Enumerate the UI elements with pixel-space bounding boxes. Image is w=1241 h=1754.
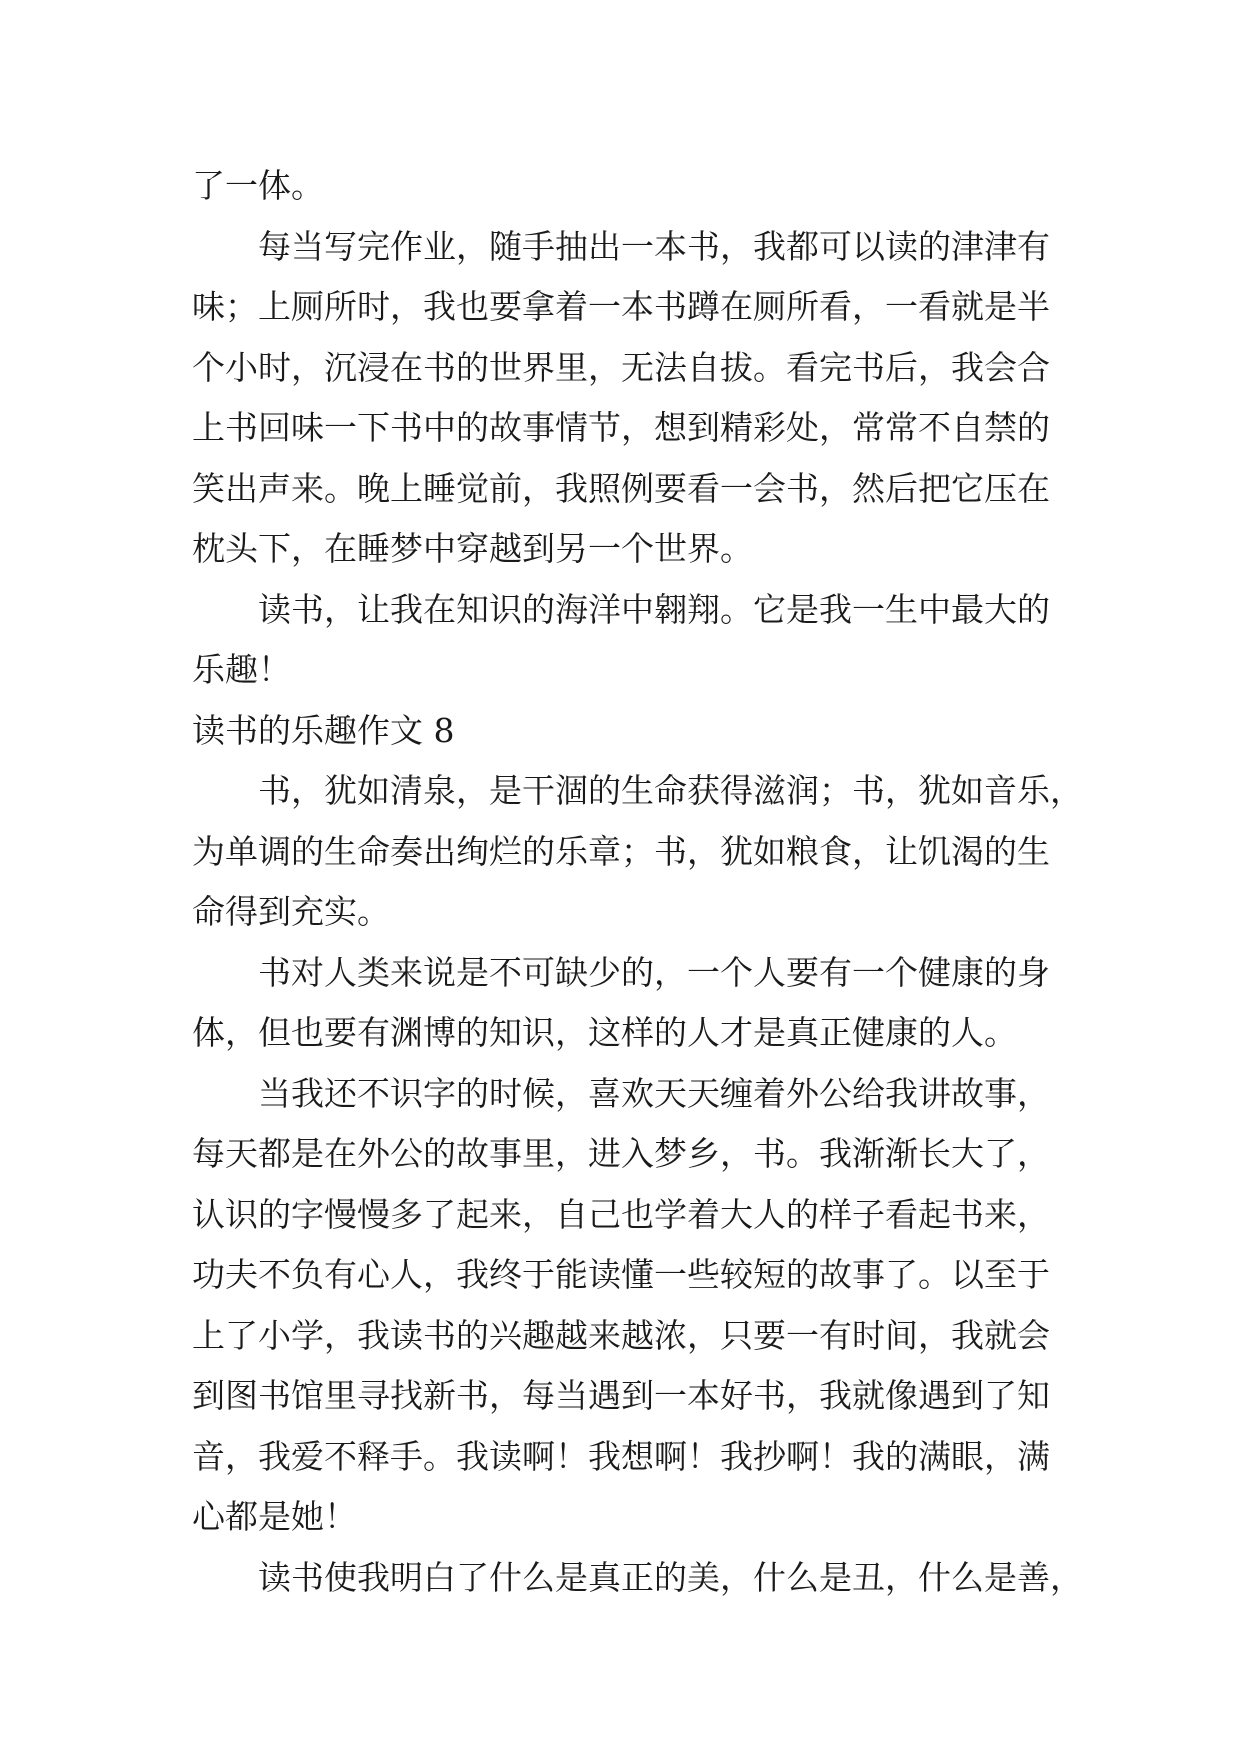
justified-line-text: 到 图 书 馆 里 寻 找 新 书 ， 每 当 遇 到 一 本 好 书 ， 我 就 像 遇 到 了 知 xyxy=(192,1376,1050,1415)
justified-line-text: 笑 出 声 来 。 晚 上 睡 觉 前 ， 我 照 例 要 看 一 会 书 ， 然 后 把 它 压 在 xyxy=(192,468,1050,508)
document-body xyxy=(192,156,1092,1608)
text-line xyxy=(192,822,1092,883)
justified-line-text: 上 书 回 味 一 下 书 中 的 故 事 情 节 ， 想 到 精 彩 处 ， 常 常 不 自 禁 的 xyxy=(192,408,1050,447)
justified-line-text: 为 单 调 的 生 命 奏 出 绚 烂 的 乐 章 ； 书 ， 犹 如 粮 食 ， 让 饥 渴 的 生 xyxy=(192,831,1050,871)
justified-line-text: 味 ； 上 厕 所 时 ， 我 也 要 拿 着 一 本 书 蹲 在 厕 所 看 ， 一 看 就 是 半 xyxy=(192,287,1050,326)
text-line: 命得到充实。 xyxy=(192,892,390,931)
justified-line-text: 上 了 小 学 ， 我 读 书 的 兴 趣 越 来 越 浓 ， 只 要 一 有 时 间 ， 我 就 会 xyxy=(192,1315,1050,1355)
text-line xyxy=(192,1245,1092,1306)
text-line xyxy=(192,398,1092,459)
justified-line-text: 音 ， 我 爱 不 释 手 。 我 读 啊 ！ 我 想 啊 ！ 我 抄 啊 ！ 我 的 满 眼 ， 满 xyxy=(192,1436,1050,1476)
text-line xyxy=(192,1064,1092,1125)
text-line: 心都是她！ xyxy=(192,1497,357,1536)
text-line: 枕头下，在睡梦中穿越到另一个世界。 xyxy=(192,529,753,568)
text-line xyxy=(192,217,1092,278)
text-line xyxy=(192,459,1092,520)
justified-line-text: 当 我 还 不 识 字 的 时 候 ， 喜 欢 天 天 缠 着 外 公 给 我 讲 故 事 ， xyxy=(258,1073,1050,1113)
text-line xyxy=(192,761,1092,822)
text-line xyxy=(192,277,1092,338)
text-line xyxy=(192,1306,1092,1367)
text-line: 了一体。 xyxy=(192,166,324,205)
justified-line-text: 功 夫 不 负 有 心 人 ， 我 终 于 能 读 懂 一 些 较 短 的 故 事 了 。 以 至 于 xyxy=(192,1255,1050,1294)
justified-line-text: 个 小 时 ， 沉 浸 在 书 的 世 界 里 ， 无 法 自 拔 。 看 完 书 后 ， 我 会 合 xyxy=(192,347,1050,387)
text-line xyxy=(192,338,1092,399)
section-heading: 读书的乐趣作文 8 xyxy=(192,710,455,750)
text-line xyxy=(192,943,1092,1004)
text-line xyxy=(192,1185,1092,1246)
justified-line-text: 书 对 人 类 来 说 是 不 可 缺 少 的 ， 一 个 人 要 有 一 个 健 康 的 身 xyxy=(258,952,1050,992)
text-line: 乐趣！ xyxy=(192,650,291,689)
text-line xyxy=(192,1124,1092,1185)
justified-line-text: 每 当 写 完 作 业 ， 随 手 抽 出 一 本 书 ， 我 都 可 以 读 的 津 津 有 xyxy=(258,226,1050,266)
text-line xyxy=(192,1548,1092,1609)
text-line xyxy=(192,1427,1092,1488)
text-line: 体，但也要有渊博的知识，这样的人才是真正健康的人。 xyxy=(192,1013,1017,1052)
text-line xyxy=(192,580,1092,641)
justified-line-text: 认 识 的 字 慢 慢 多 了 起 来 ， 自 己 也 学 着 大 人 的 样 子 看 起 书 来 ， xyxy=(192,1194,1050,1234)
text-line xyxy=(192,1366,1092,1427)
justified-line-text: 书 ， 犹 如 清 泉 ， 是 干 涸 的 生 命 获 得 滋 润 ； 书 ， 犹 如 音 乐 ， xyxy=(258,771,1083,810)
justified-line-text: 读 书 ， 让 我 在 知 识 的 海 洋 中 翱 翔 。 它 是 我 一 生 中 最 大 的 xyxy=(258,589,1050,629)
justified-line-text: 读 书 使 我 明 白 了 什 么 是 真 正 的 美 ， 什 么 是 丑 ， 什 么 是 善 ， xyxy=(258,1557,1083,1597)
justified-line-text: 每 天 都 是 在 外 公 的 故 事 里 ， 进 入 梦 乡 ， 书 。 我 渐 渐 长 大 了 ， xyxy=(192,1134,1050,1173)
